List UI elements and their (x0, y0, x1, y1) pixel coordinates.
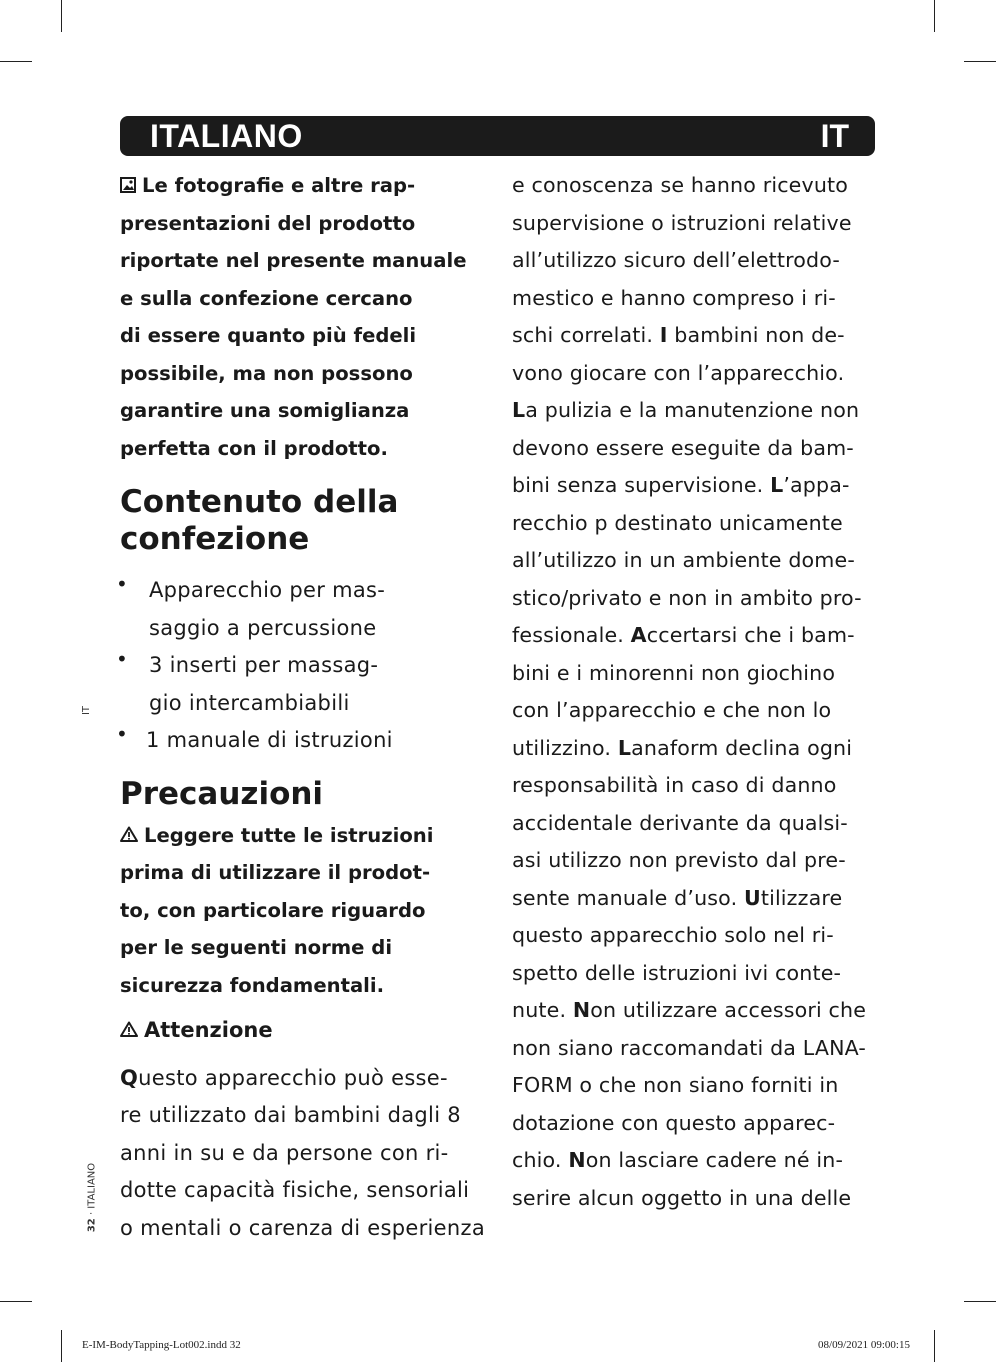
body-line: dotte capacità fisiche, sensoriali (120, 1178, 470, 1202)
body-line: bini e i minorenni non giochino (512, 660, 836, 685)
list-item: • 3 inserti per massag- gio intercambiabili (116, 647, 379, 715)
bullet-icon: • (116, 722, 128, 746)
body-line: all’utilizzo in un ambiente dome- (512, 548, 855, 572)
page-label: · ITALIANO (86, 1162, 98, 1216)
warning-line: prima di utilizzare il prodot- (120, 861, 431, 884)
body-line: e conoscenza se hanno ricevuto (512, 173, 849, 197)
body-line: accidentale derivante da qualsi- (512, 810, 848, 835)
warning-triangle-icon (120, 1021, 138, 1037)
precautions-heading: Precauzioni (120, 775, 324, 812)
body-line: supervisione o istruzioni relative (512, 210, 852, 235)
body-line: chio. Non lasciare cadere né in- (512, 1148, 844, 1172)
attention-body-left (120, 1060, 492, 1248)
photo-icon (120, 177, 136, 193)
body-line: spetto delle istruzioni ivi conte- (512, 960, 842, 985)
body-line: re utilizzato dai bambini dagli 8 (120, 1103, 461, 1127)
warning-line: Leggere tutte le istruzioni (120, 817, 492, 855)
warning-triangle-icon (120, 826, 138, 842)
crop-mark (0, 1301, 32, 1302)
body-line: dotazione con questo apparec- (512, 1110, 836, 1135)
crop-mark (61, 1330, 62, 1362)
intro-line: e sulla confezione cercano (120, 286, 413, 310)
crop-mark (964, 1301, 996, 1302)
list-item: • 1 manuale di istruzioni (116, 722, 393, 752)
crop-mark (0, 61, 32, 62)
banner-code: IT (820, 118, 849, 154)
contents-heading: Contenuto della confezione (120, 484, 399, 557)
intro-line: possibile, ma non possono (120, 361, 413, 385)
left-column (116, 167, 492, 1247)
crop-mark (934, 0, 935, 32)
body-line: fessionale. Accertarsi che i bam- (512, 623, 855, 647)
intro-line: Le fotografie e altre rap- (120, 167, 492, 205)
body-line: all’utilizzo sicuro dell’elettrodo- (512, 248, 840, 272)
body-line: o mentali o carenza di esperienza (120, 1215, 486, 1240)
attention-heading: Attenzione (120, 1012, 492, 1050)
page-footer (87, 1148, 98, 1248)
warning-line: to, con particolare riguardo (120, 898, 426, 922)
body-line: anni in su e da persone con ri- (120, 1140, 449, 1165)
crop-mark (934, 1330, 935, 1362)
body-line: con l’apparecchio e che non lo (512, 698, 832, 722)
body-line: La pulizia e la manutenzione non (512, 398, 860, 422)
slug-datetime: 08/09/2021 09:00:15 (818, 1339, 910, 1351)
warning-line: per le seguenti norme di (120, 936, 393, 959)
intro-line: di essere quanto più fedeli (120, 324, 417, 347)
body-line: vono giocare con l’apparecchio. (512, 360, 845, 385)
intro-line: riportate nel presente manuale (120, 249, 467, 272)
intro-line: garantire una somiglianza (120, 399, 410, 422)
body-line: responsabilità in caso di danno (512, 773, 837, 797)
body-line: sente manuale d’uso. Utilizzare (512, 885, 843, 910)
list-item: • Apparecchio per mas- saggio a percussione (116, 572, 386, 640)
body-line: stico/privato e non in ambito pro- (512, 585, 862, 610)
body-line: utilizzino. Lanaform declina ogni (512, 735, 853, 760)
bullet-icon: • (116, 572, 128, 596)
body-line: bini senza supervisione. L’appa- (512, 473, 850, 497)
bullet-icon: • (116, 647, 128, 671)
banner-language: ITALIANO (150, 118, 303, 154)
intro-line: presentazioni del prodotto (120, 211, 416, 235)
body-line: FORM o che non siano forniti in (512, 1073, 839, 1097)
body-line: mestico e hanno compreso i ri- (512, 285, 836, 310)
page-number: 32 (86, 1218, 98, 1233)
body-line: questo apparecchio solo nel ri- (512, 923, 834, 947)
body-line: asi utilizzo non previsto dal pre- (512, 848, 846, 872)
right-column (512, 167, 887, 1217)
warning-line: sicurezza fondamentali. (120, 973, 385, 997)
side-language-tab: IT (81, 705, 93, 716)
body-line: serire alcun oggetto in una delle (512, 1185, 852, 1210)
crop-mark (964, 61, 996, 62)
intro-note (120, 167, 492, 467)
language-banner (120, 116, 875, 156)
crop-mark (61, 0, 62, 32)
slug-filename: E-IM-BodyTapping-Lot002.indd 32 (82, 1339, 241, 1351)
body-line: devono essere eseguite da bam- (512, 435, 854, 460)
body-line: recchio p destinato unicamente (512, 510, 843, 535)
body-line: Questo apparecchio può esse- (120, 1065, 448, 1090)
intro-line: perfetta con il prodotto. (120, 436, 388, 460)
body-line: non siano raccomandati da LANA- (512, 1035, 867, 1060)
contents-list (116, 572, 492, 760)
body-line: nute. Non utilizzare accessori che (512, 998, 867, 1022)
body-line: schi correlati. I bambini non de- (512, 323, 845, 347)
warning-note (120, 817, 492, 1005)
